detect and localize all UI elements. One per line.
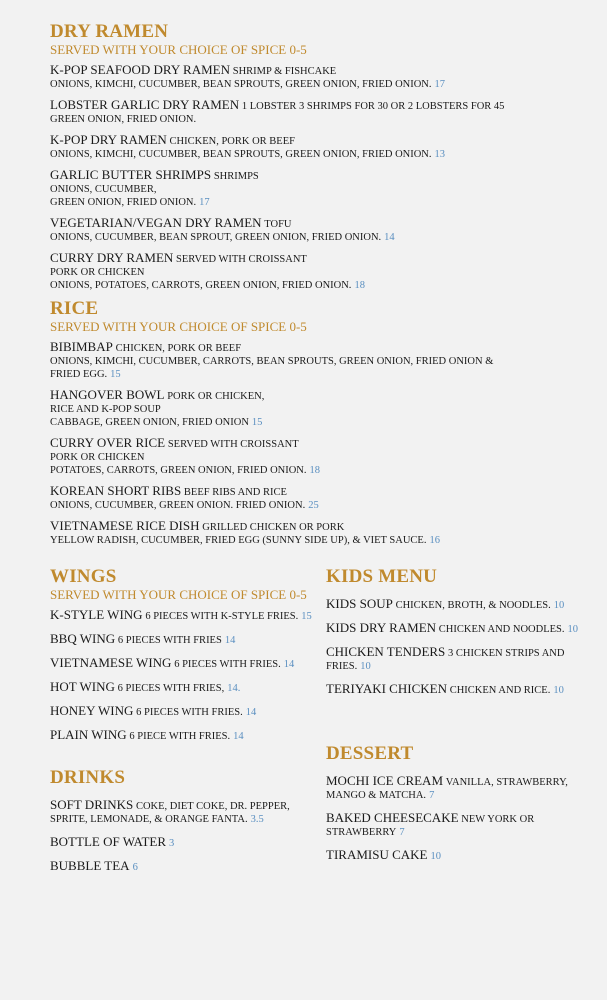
item-protein: CHICKEN, PORK OR BEEF (115, 343, 242, 354)
item-name: HOT WING (50, 679, 115, 694)
item-desc: STRAWBERRY (326, 827, 397, 838)
item-price: 14 (384, 232, 395, 243)
item-name: BUBBLE TEA (50, 858, 130, 873)
item-name: K-STYLE WING (50, 607, 143, 622)
menu-item (50, 340, 570, 381)
item-desc: 6 PIECES WITH FRIES. (136, 707, 243, 718)
item-price: 14 (245, 707, 257, 718)
item-price: 7 (399, 827, 405, 838)
item-protein: PORK OR CHICKEN, (167, 391, 265, 402)
item-price: 15 (301, 611, 312, 622)
item-desc: FRIES. (326, 661, 358, 672)
item-desc: VANILLA, STRAWBERRY, (445, 777, 568, 788)
item-price: 14 (233, 731, 244, 742)
item-desc: 6 PIECES WITH FRIES, (117, 683, 225, 694)
item-name: LOBSTER GARLIC DRY RAMEN (50, 97, 240, 112)
item-price: 3 (169, 838, 175, 849)
item-price: 18 (354, 280, 365, 291)
item-price: 3.5 (250, 814, 264, 825)
item-price: 10 (553, 600, 565, 611)
section-title-rice: RICE (50, 298, 99, 319)
item-price: 18 (309, 465, 321, 476)
item-desc: MANGO & MATCHA. (326, 790, 427, 801)
menu-item (50, 519, 570, 547)
item-name: KOREAN SHORT RIBS (50, 483, 182, 498)
item-name: VIETNAMESE RICE DISH (50, 518, 200, 533)
dry-ramen-section (50, 22, 570, 292)
menu-item (50, 704, 320, 719)
item-desc: NEW YORK OR (461, 814, 535, 825)
item-desc: RICE AND K-POP SOUP (50, 404, 161, 415)
item-name: CHICKEN TENDERS (326, 644, 446, 659)
item-name: BAKED CHEESECAKE (326, 810, 459, 825)
menu-item (326, 848, 590, 863)
item-name: MOCHI ICE CREAM (326, 773, 444, 788)
menu-item (50, 436, 570, 477)
section-title-dry-ramen: DRY RAMEN (50, 21, 169, 42)
item-name: CURRY DRY RAMEN (50, 250, 174, 265)
item-price: 14 (283, 659, 295, 670)
menu-item (326, 621, 590, 636)
section-title-drinks: DRINKS (50, 767, 126, 788)
item-name: CURRY OVER RICE (50, 435, 166, 450)
item-price: 17 (434, 79, 446, 90)
item-price: 10 (553, 685, 564, 696)
menu-item (50, 63, 570, 91)
item-name: PLAIN WING (50, 727, 127, 742)
item-name: BIBIMBAP (50, 339, 113, 354)
item-desc: CHICKEN AND NOODLES. (438, 624, 565, 635)
item-price: 6 (132, 862, 138, 873)
item-name: KIDS SOUP (326, 596, 393, 611)
item-desc: PORK OR CHICKEN (50, 452, 145, 463)
item-name: VIETNAMESE WING (50, 655, 172, 670)
menu-item (326, 682, 590, 697)
rice-section (50, 299, 570, 547)
item-desc: GREEN ONION, FRIED ONION. (50, 197, 197, 208)
menu-item (50, 680, 320, 695)
menu-item (326, 597, 590, 612)
item-protein: SERVED WITH CROISSANT (167, 439, 299, 450)
item-price: 10 (567, 624, 578, 635)
item-price: 7 (429, 790, 435, 801)
item-protein: SHRIMPS (213, 171, 259, 182)
item-desc: ONIONS, CUCUMBER, BEAN SPROUT, GREEN ONION, FRIED ONION. (50, 232, 382, 243)
item-desc: 6 PIECES WITH K-STYLE FRIES. (145, 611, 299, 622)
menu-item (50, 133, 570, 161)
item-price: 13 (434, 149, 446, 160)
item-name: K-POP DRY RAMEN (50, 132, 167, 147)
menu-item (50, 168, 570, 209)
menu-item (50, 608, 320, 623)
item-desc: COKE, DIET COKE, DR. PEPPER, (135, 801, 290, 812)
item-name: HANGOVER BOWL (50, 387, 165, 402)
section-title-kids-menu: KIDS MENU (326, 566, 438, 587)
section-subtitle-wings: SERVED WITH YOUR CHOICE OF SPICE 0-5 (50, 587, 307, 602)
item-price: 16 (429, 535, 440, 546)
item-price: 10 (430, 851, 441, 862)
item-name: SOFT DRINKS (50, 797, 134, 812)
menu-item (50, 388, 570, 429)
item-protein: TOFU (264, 219, 292, 230)
menu-item (50, 484, 570, 512)
item-name: TIRAMISU CAKE (326, 847, 428, 862)
item-desc: 6 PIECE WITH FRIES. (129, 731, 231, 742)
item-protein: SHRIMP & FISHCAKE (232, 66, 337, 77)
item-desc: ONIONS, KIMCHI, CUCUMBER, CARROTS, BEAN SPROUTS, GREEN ONION, FRIED ONION & (50, 356, 494, 367)
menu-item (50, 835, 320, 850)
item-desc: ONIONS, KIMCHI, CUCUMBER, BEAN SPROUTS, GREEN ONION, FRIED ONION. (50, 149, 432, 160)
menu-item (50, 632, 320, 647)
item-protein: CHICKEN, PORK OR BEEF (169, 136, 295, 147)
item-name: BBQ WING (50, 631, 116, 646)
item-desc: FRIED EGG. (50, 369, 108, 380)
item-protein: BEEF RIBS AND RICE (183, 487, 287, 498)
menu-item (326, 645, 590, 673)
item-desc: ONIONS, CUCUMBER, GREEN ONION. FRIED ONION. (50, 500, 306, 511)
item-protein: SERVED WITH CROISSANT (176, 254, 307, 265)
item-desc: ONIONS, POTATOES, CARROTS, GREEN ONION, FRIED ONION. (50, 280, 352, 291)
section-title-dessert: DESSERT (326, 743, 414, 764)
item-desc: ONIONS, KIMCHI, CUCUMBER, BEAN SPROUTS, GREEN ONION, FRIED ONION. (50, 79, 432, 90)
item-desc: POTATOES, CARROTS, GREEN ONION, FRIED ONION. (50, 465, 307, 476)
item-desc: YELLOW RADISH, CUCUMBER, FRIED EGG (SUNNY SIDE UP), & VIET SAUCE. (50, 535, 427, 546)
menu-item (50, 798, 320, 826)
item-desc: CHICKEN AND RICE. (449, 685, 551, 696)
item-desc: CABBAGE, GREEN ONION, FRIED ONION (50, 417, 249, 428)
menu-item (326, 811, 590, 839)
item-protein: 1 LOBSTER 3 SHRIMPS FOR 30 OR 2 LOBSTERS FOR 45 (241, 101, 505, 112)
item-desc: ONIONS, CUCUMBER, (50, 184, 157, 195)
menu-item (326, 774, 590, 802)
item-desc: 6 PIECES WITH FRIES (117, 635, 222, 646)
item-price: 17 (199, 197, 210, 208)
item-name: VEGETARIAN/VEGAN DRY RAMEN (50, 215, 262, 230)
item-price: 14. (227, 683, 241, 694)
item-name: BOTTLE OF WATER (50, 834, 167, 849)
menu-item (50, 656, 320, 671)
section-subtitle-rice: SERVED WITH YOUR CHOICE OF SPICE 0-5 (50, 319, 307, 334)
item-desc: CHICKEN, BROTH, & NOODLES. (395, 600, 551, 611)
item-protein: GRILLED CHICKEN OR PORK (202, 522, 345, 533)
item-desc: PORK OR CHICKEN (50, 267, 145, 278)
menu-item (50, 859, 320, 874)
menu-item (50, 251, 570, 292)
menu-item (50, 728, 320, 743)
item-price: 15 (110, 369, 121, 380)
item-name: K-POP SEAFOOD DRY RAMEN (50, 62, 230, 77)
item-desc: 6 PIECES WITH FRIES. (174, 659, 281, 670)
item-price: 14 (224, 635, 236, 646)
item-price: 25 (308, 500, 319, 511)
section-title-wings: WINGS (50, 566, 117, 587)
item-name: TERIYAKI CHICKEN (326, 681, 447, 696)
item-name: HONEY WING (50, 703, 134, 718)
menu-item (50, 98, 570, 126)
item-price: 15 (251, 417, 263, 428)
menu-item (50, 216, 570, 244)
section-subtitle-dry-ramen: SERVED WITH YOUR CHOICE OF SPICE 0-5 (50, 42, 307, 57)
item-price: 10 (360, 661, 371, 672)
item-name: KIDS DRY RAMEN (326, 620, 437, 635)
item-desc: GREEN ONION, FRIED ONION. (50, 114, 197, 125)
item-desc: 3 CHICKEN STRIPS AND (448, 648, 565, 659)
item-name: GARLIC BUTTER SHRIMPS (50, 167, 212, 182)
item-desc: SPRITE, LEMONADE, & ORANGE FANTA. (50, 814, 248, 825)
